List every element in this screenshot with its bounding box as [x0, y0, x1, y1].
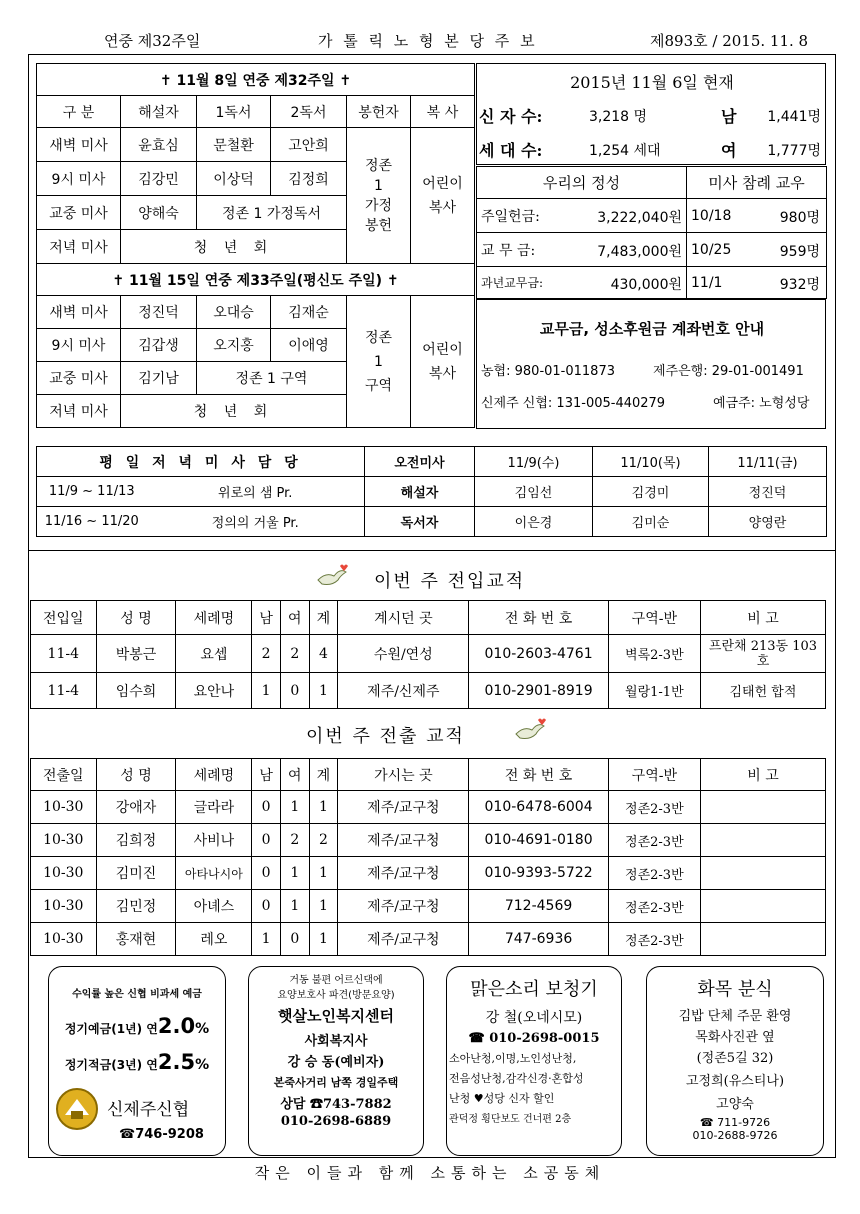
offering-row: 과년교무금: 430,000원: [477, 267, 687, 299]
col-label: 구 분: [37, 96, 121, 128]
table-row: 10-30 김희정 사비나 0 2 2 제주/교구청 010-4691-0180 정존2-3반: [31, 824, 826, 857]
stats-date: 2015년 11월 6일 현재: [570, 73, 734, 92]
attendance-row: 10/18 980명: [687, 199, 827, 233]
ad-shinhyup: 수익률 높은 신협 비과세 예금 정기예금(1년) 연2.0% 정기적금(3년) 연2.5% 신제주신협 ☎746-9208: [48, 966, 226, 1156]
motto: 작은 이들과 함께 소통하는 소공동체: [254, 1164, 606, 1182]
table-row: 10-30 김미진 아타나시아 0 1 1 제주/교구청 010-9393-5722 정존2-3반: [31, 857, 826, 890]
row-label: 9시 미사: [37, 162, 121, 196]
altar-cell: 어린이 복사: [411, 296, 475, 428]
morning-day: 11/10(목): [593, 447, 709, 477]
cell: 이애영: [271, 329, 347, 362]
header-center: 가 톨 릭 노 형 본 당 주 보: [318, 32, 538, 50]
commentator: 김임선: [475, 477, 593, 507]
offering-row: 교 무 금: 7,483,000원: [477, 233, 687, 267]
offering-title: 우리의 정성: [477, 167, 687, 199]
account-jeju-bank: 제주은행: 29-01-001491: [653, 364, 804, 379]
attendance-title: 미사 참례 교우: [687, 167, 827, 199]
dove-icon: [316, 562, 352, 590]
col-header: 성 명: [96, 759, 176, 791]
table-row: 11-4 박봉근 요셉 2 2 4 수원/연성 010-2603-4761 벽록2-3반 프란채 213동 103호: [31, 635, 826, 673]
header-left: 연중 제32주일: [104, 32, 201, 50]
cell: 고안희: [271, 128, 347, 162]
cell: 이상덕: [197, 162, 271, 196]
row-label: 저녁 미사: [37, 395, 121, 428]
households-label: 세 대 수:: [479, 141, 543, 160]
row-label: 새벽 미사: [37, 128, 121, 162]
col-header: 세례명: [176, 601, 252, 635]
dove-icon: [514, 716, 550, 744]
cell: 청 년 회: [121, 230, 347, 264]
cell: 오지홍: [197, 329, 271, 362]
commentator: 김경미: [593, 477, 709, 507]
header: [0, 28, 860, 52]
reader: 이은경: [475, 507, 593, 537]
col-header: 세례명: [176, 759, 252, 791]
attendance-row: 10/25 959명: [687, 233, 827, 267]
account-shinhyup: 신제주 신협: 131-005-440279: [481, 396, 666, 411]
weekday-period: 11/16 ~ 11/20: [37, 507, 147, 537]
weekday-title: 평 일 저 녁 미 사 담 당: [37, 447, 365, 477]
weekday-group: 정의의 거울 Pr.: [147, 507, 365, 537]
col-header: 전 화 번 호: [469, 601, 608, 635]
accounts-box: [476, 299, 826, 429]
offering-cell: 정존 1 가정 봉헌: [347, 128, 411, 264]
col-label: 해설자: [121, 96, 197, 128]
col-label: 1독서: [197, 96, 271, 128]
male-value: 1,441명: [767, 109, 821, 125]
cell: 김정희: [271, 162, 347, 196]
header-right: 제893호 / 2015. 11. 8: [650, 32, 809, 50]
altar-cell: 어린이 복사: [411, 128, 475, 264]
cell: 김강민: [121, 162, 197, 196]
row-label: 9시 미사: [37, 329, 121, 362]
savings-rate: 정기적금(3년) 연2.5%: [64, 1050, 210, 1074]
ad-hearing-aid: 맑은소리 보청기 강 철(오네시모) ☎ 010-2698-0015 소아난청,이명,노인성난청, 전음성난청,감각신경·혼합성 난청 ♥성당 신자 할인 관덕정 횡단보도 건너편 2층: [446, 966, 622, 1156]
transfer-out-table: [30, 758, 826, 956]
attendance-row: 11/1 932명: [687, 267, 827, 299]
col-header: 계: [309, 601, 338, 635]
transfer-in-title: 이번 주 전입교적: [374, 571, 526, 592]
shinhyup-logo-icon: [55, 1087, 99, 1131]
weekday-group: 위로의 샘 Pr.: [147, 477, 365, 507]
weekday-mass-table: [36, 446, 827, 537]
believers-label: 신 자 수:: [479, 107, 543, 126]
cell: 김재순: [271, 296, 347, 329]
cell: 정진덕: [121, 296, 197, 329]
reader: 김미순: [593, 507, 709, 537]
row-label: 새벽 미사: [37, 296, 121, 329]
households-value: 1,254 세대: [589, 143, 661, 159]
col-label: 2독서: [271, 96, 347, 128]
cell: 문철환: [197, 128, 271, 162]
cell: 양해숙: [121, 196, 197, 230]
col-header: 계: [309, 759, 338, 791]
table-row: 10-30 강애자 글라라 0 1 1 제주/교구청 010-6478-6004 정존2-3반: [31, 791, 826, 824]
divider: [28, 550, 836, 551]
table-row: 11-4 임수희 요안나 1 0 1 제주/신제주 010-2901-8919 월랑1-1반 김태헌 합적: [31, 673, 826, 709]
male-label: 남: [721, 107, 737, 126]
cell: 윤효심: [121, 128, 197, 162]
col-header: 전입일: [31, 601, 97, 635]
account-holder: 예금주: 노형성당: [713, 396, 810, 411]
cell: 정존 1 가정독서: [197, 196, 347, 230]
morning-day: 11/9(수): [475, 447, 593, 477]
cell: 김갑생: [121, 329, 197, 362]
weekday-period: 11/9 ~ 11/13: [37, 477, 147, 507]
col-header: 비 고: [700, 759, 825, 791]
col-label: 복 사: [411, 96, 475, 128]
cell: 오대승: [197, 296, 271, 329]
row-label: 교중 미사: [37, 196, 121, 230]
stats-box: [476, 63, 826, 165]
deposit-rate: 정기예금(1년) 연2.0%: [64, 1014, 210, 1038]
reader-label: 독서자: [365, 507, 475, 537]
col-header: 구역-반: [608, 601, 700, 635]
commentator-label: 해설자: [365, 477, 475, 507]
reader: 양영란: [709, 507, 827, 537]
col-header: 전출일: [31, 759, 97, 791]
col-label: 봉헌자: [347, 96, 411, 128]
transfer-out-title: 이번 주 전출 교적: [306, 726, 465, 747]
cell: 김기남: [121, 362, 197, 395]
col-header: 성 명: [96, 601, 176, 635]
schedule2-title: ✝ 11월 15일 연중 제33주일(평신도 주일) ✝: [37, 264, 475, 296]
cell: 청 년 회: [121, 395, 347, 428]
col-header: 전 화 번 호: [469, 759, 608, 791]
col-header: 여: [280, 759, 309, 791]
col-header: 여: [280, 601, 309, 635]
account-nh: 농협: 980-01-011873: [481, 364, 615, 379]
col-header: 가시는 곳: [338, 759, 469, 791]
offering-row: 주일헌금: 3,222,040원: [477, 199, 687, 233]
schedule1-title: ✝ 11월 8일 연중 제32주일 ✝: [37, 64, 475, 96]
ad-welfare-center: 거동 불편 어르신댁에 요양보호사 파견(방문요양) 햇살노인복지센터 사회복지사 강 승 동(예비자) 본죽사거리 남쪽 경일주택 상담 ☎743-7882 010-2698-6889: [248, 966, 424, 1156]
col-header: 남: [252, 601, 281, 635]
mass-schedule-table: [36, 63, 475, 428]
col-header: 남: [252, 759, 281, 791]
table-row: 10-30 김민정 아녜스 0 1 1 제주/교구청 712-4569 정존2-3반: [31, 890, 826, 923]
female-value: 1,777명: [767, 143, 821, 159]
col-header: 비 고: [700, 601, 825, 635]
ad-restaurant: 화목 분식 김밥 단체 주문 환영 목화사진관 옆 (정존5길 32) 고정희(유스티나) 고양숙 ☎ 711-9726 010-2688-9726: [646, 966, 824, 1156]
row-label: 교중 미사: [37, 362, 121, 395]
commentator: 정진덕: [709, 477, 827, 507]
believers-value: 3,218 명: [589, 109, 648, 125]
col-header: 계시던 곳: [338, 601, 469, 635]
female-label: 여: [721, 141, 737, 160]
cell: 정존 1 구역: [197, 362, 347, 395]
morning-title: 오전미사: [365, 447, 475, 477]
col-header: 구역-반: [608, 759, 700, 791]
offering-cell: 정존 1 구역: [347, 296, 411, 428]
transfer-in-table: [30, 600, 826, 709]
table-row: 10-30 홍재현 레오 1 0 1 제주/교구청 747-6936 정존2-3반: [31, 923, 826, 956]
offering-table: [476, 166, 827, 299]
row-label: 저녁 미사: [37, 230, 121, 264]
accounts-title: 교무금, 성소후원금 계좌번호 안내: [539, 320, 765, 338]
morning-day: 11/11(금): [709, 447, 827, 477]
